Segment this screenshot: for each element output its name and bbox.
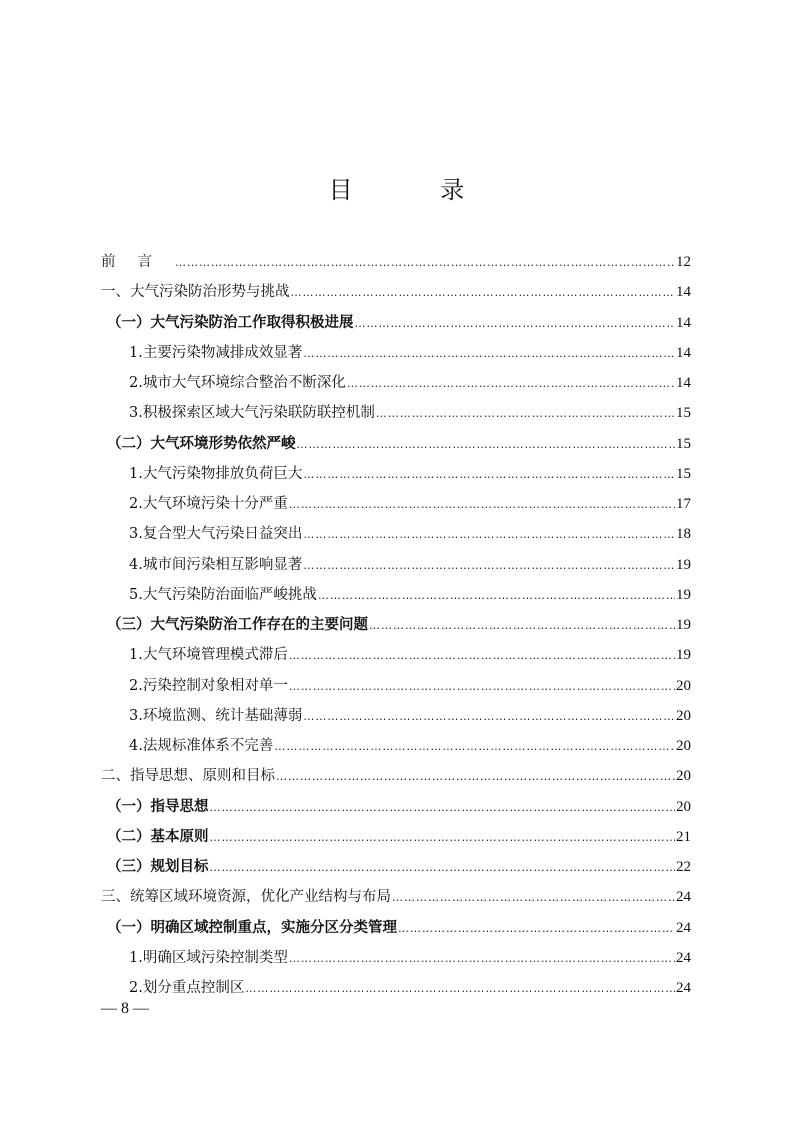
toc-entry-title: 1.大气环境管理模式滞后 <box>129 647 288 664</box>
toc-entry[interactable] <box>101 550 691 580</box>
toc-leader <box>210 792 676 822</box>
toc-leader <box>297 429 676 459</box>
toc-page-number: 19 <box>676 647 691 664</box>
toc-entry[interactable] <box>101 701 691 731</box>
table-of-contents <box>101 247 691 1003</box>
toc-page-number: 20 <box>676 768 691 785</box>
toc-leader <box>318 580 675 610</box>
toc-entry[interactable] <box>101 973 691 1003</box>
toc-entry[interactable] <box>101 580 691 610</box>
toc-entry-title: 一、大气污染防治形势与挑战 <box>101 284 290 301</box>
toc-entry-title: 2.大气环境污染十分严重 <box>129 496 288 512</box>
toc-leader <box>355 308 676 338</box>
toc-leader <box>289 640 675 670</box>
toc-entry-title: （一）大气污染防治工作取得积极进展 <box>107 313 354 331</box>
toc-page-number: 15 <box>676 465 691 482</box>
toc-entry-title: 5.大气污染防治面临严峻挑战 <box>129 586 317 603</box>
toc-page-number: 14 <box>676 375 691 391</box>
toc-entry[interactable] <box>101 338 691 368</box>
toc-entry-title: （二）基本原则 <box>107 827 209 845</box>
toc-entry-title: 2.城市大气环境综合整治不断深化 <box>129 375 346 391</box>
toc-leader <box>289 489 675 519</box>
toc-page-number: 17 <box>676 496 691 512</box>
toc-leader <box>347 368 675 398</box>
toc-entry-title: 1.主要污染物减排成效显著 <box>129 344 303 361</box>
toc-entry-title: 3.积极探索区域大气污染联防联控机制 <box>129 405 375 422</box>
toc-entry[interactable] <box>101 943 691 973</box>
toc-entry-title: 1.明确区域污染控制类型 <box>129 949 288 966</box>
toc-page-number: 19 <box>676 617 691 633</box>
page-number-footer: — 8 — <box>101 1000 149 1017</box>
toc-leader <box>289 671 675 701</box>
toc-entry-title: （二）大气环境形势依然严峻 <box>107 434 296 452</box>
toc-entry-title: 3.复合型大气污染日益突出 <box>129 526 303 543</box>
toc-leader <box>303 701 675 731</box>
toc-page-number: 15 <box>676 435 691 452</box>
toc-entry[interactable] <box>101 429 691 459</box>
toc-entry-title: 2.划分重点控制区 <box>129 980 245 996</box>
toc-page-number: 20 <box>676 677 691 694</box>
toc-page-number: 24 <box>676 949 691 966</box>
toc-entry-title: 4.城市间污染相互影响显著 <box>129 556 303 573</box>
toc-page-number: 14 <box>676 284 691 301</box>
toc-leader <box>303 338 675 368</box>
toc-entry[interactable] <box>101 822 691 852</box>
toc-entry[interactable] <box>101 247 691 277</box>
toc-leader <box>376 398 675 428</box>
toc-page-number: 20 <box>676 798 691 815</box>
toc-entry[interactable] <box>101 913 691 943</box>
toc-entry[interactable] <box>101 882 691 912</box>
toc-entry[interactable] <box>101 761 691 791</box>
toc-page-number: 19 <box>676 556 691 573</box>
toc-leader <box>210 822 676 852</box>
toc-leader <box>303 459 675 489</box>
toc-entry[interactable] <box>101 489 691 519</box>
toc-entry-title: （一）明确区域控制重点，实施分区分类管理 <box>107 918 397 936</box>
toc-entry[interactable] <box>101 792 691 822</box>
toc-leader <box>210 852 676 882</box>
toc-entry[interactable] <box>101 308 691 338</box>
toc-page-number: 20 <box>676 707 691 724</box>
toc-entry-title: 三、统筹区域环境资源，优化产业结构与布局 <box>101 889 391 906</box>
toc-entry-title: （三）大气污染防治工作存在的主要问题 <box>107 616 368 633</box>
toc-entry[interactable] <box>101 277 691 307</box>
toc-entry[interactable] <box>101 731 691 761</box>
toc-page-number: 22 <box>676 859 691 875</box>
toc-entry-title: （一）指导思想 <box>107 797 209 815</box>
toc-leader <box>369 610 675 640</box>
toc-leader <box>245 973 675 1003</box>
toc-leader <box>289 943 675 973</box>
toc-page-number: 24 <box>676 980 691 996</box>
toc-leader <box>303 550 675 580</box>
toc-leader <box>274 731 675 761</box>
toc-entry[interactable] <box>101 519 691 549</box>
toc-entry-title: 1.大气污染物排放负荷巨大 <box>129 465 303 482</box>
toc-entry-title: 二、指导思想、原则和目标 <box>101 768 275 785</box>
toc-entry[interactable] <box>101 398 691 428</box>
toc-entry[interactable] <box>101 852 691 882</box>
toc-page-number: 19 <box>676 586 691 603</box>
toc-entry[interactable] <box>101 640 691 670</box>
toc-entry[interactable] <box>101 459 691 489</box>
toc-page-number: 12 <box>676 254 691 270</box>
toc-entry-title: 4.法规标准体系不完善 <box>129 738 274 754</box>
toc-page-number: 14 <box>676 344 691 361</box>
toc-page-number: 15 <box>676 405 691 422</box>
toc-entry[interactable] <box>101 368 691 398</box>
toc-leader <box>291 277 676 307</box>
toc-page-number: 18 <box>676 526 691 543</box>
toc-leader <box>398 913 675 943</box>
toc-page-number: 24 <box>676 919 691 936</box>
toc-entry-title: 2.污染控制对象相对单一 <box>129 677 288 694</box>
toc-page-number: 20 <box>676 738 691 754</box>
toc-entry[interactable] <box>101 671 691 701</box>
toc-leader <box>303 519 675 549</box>
toc-page-number: 14 <box>676 314 691 331</box>
toc-page-number: 24 <box>676 889 691 906</box>
toc-leader <box>392 882 675 912</box>
toc-entry-title: （三）规划目标 <box>107 858 209 875</box>
toc-leader <box>276 761 675 791</box>
toc-page-number: 21 <box>676 828 691 845</box>
toc-entry-title: 前言 <box>101 254 174 270</box>
toc-entry[interactable] <box>101 610 691 640</box>
toc-leader <box>175 247 675 277</box>
toc-entry-title: 3.环境监测、统计基础薄弱 <box>129 707 303 724</box>
page-title: 目 录 <box>328 176 505 204</box>
